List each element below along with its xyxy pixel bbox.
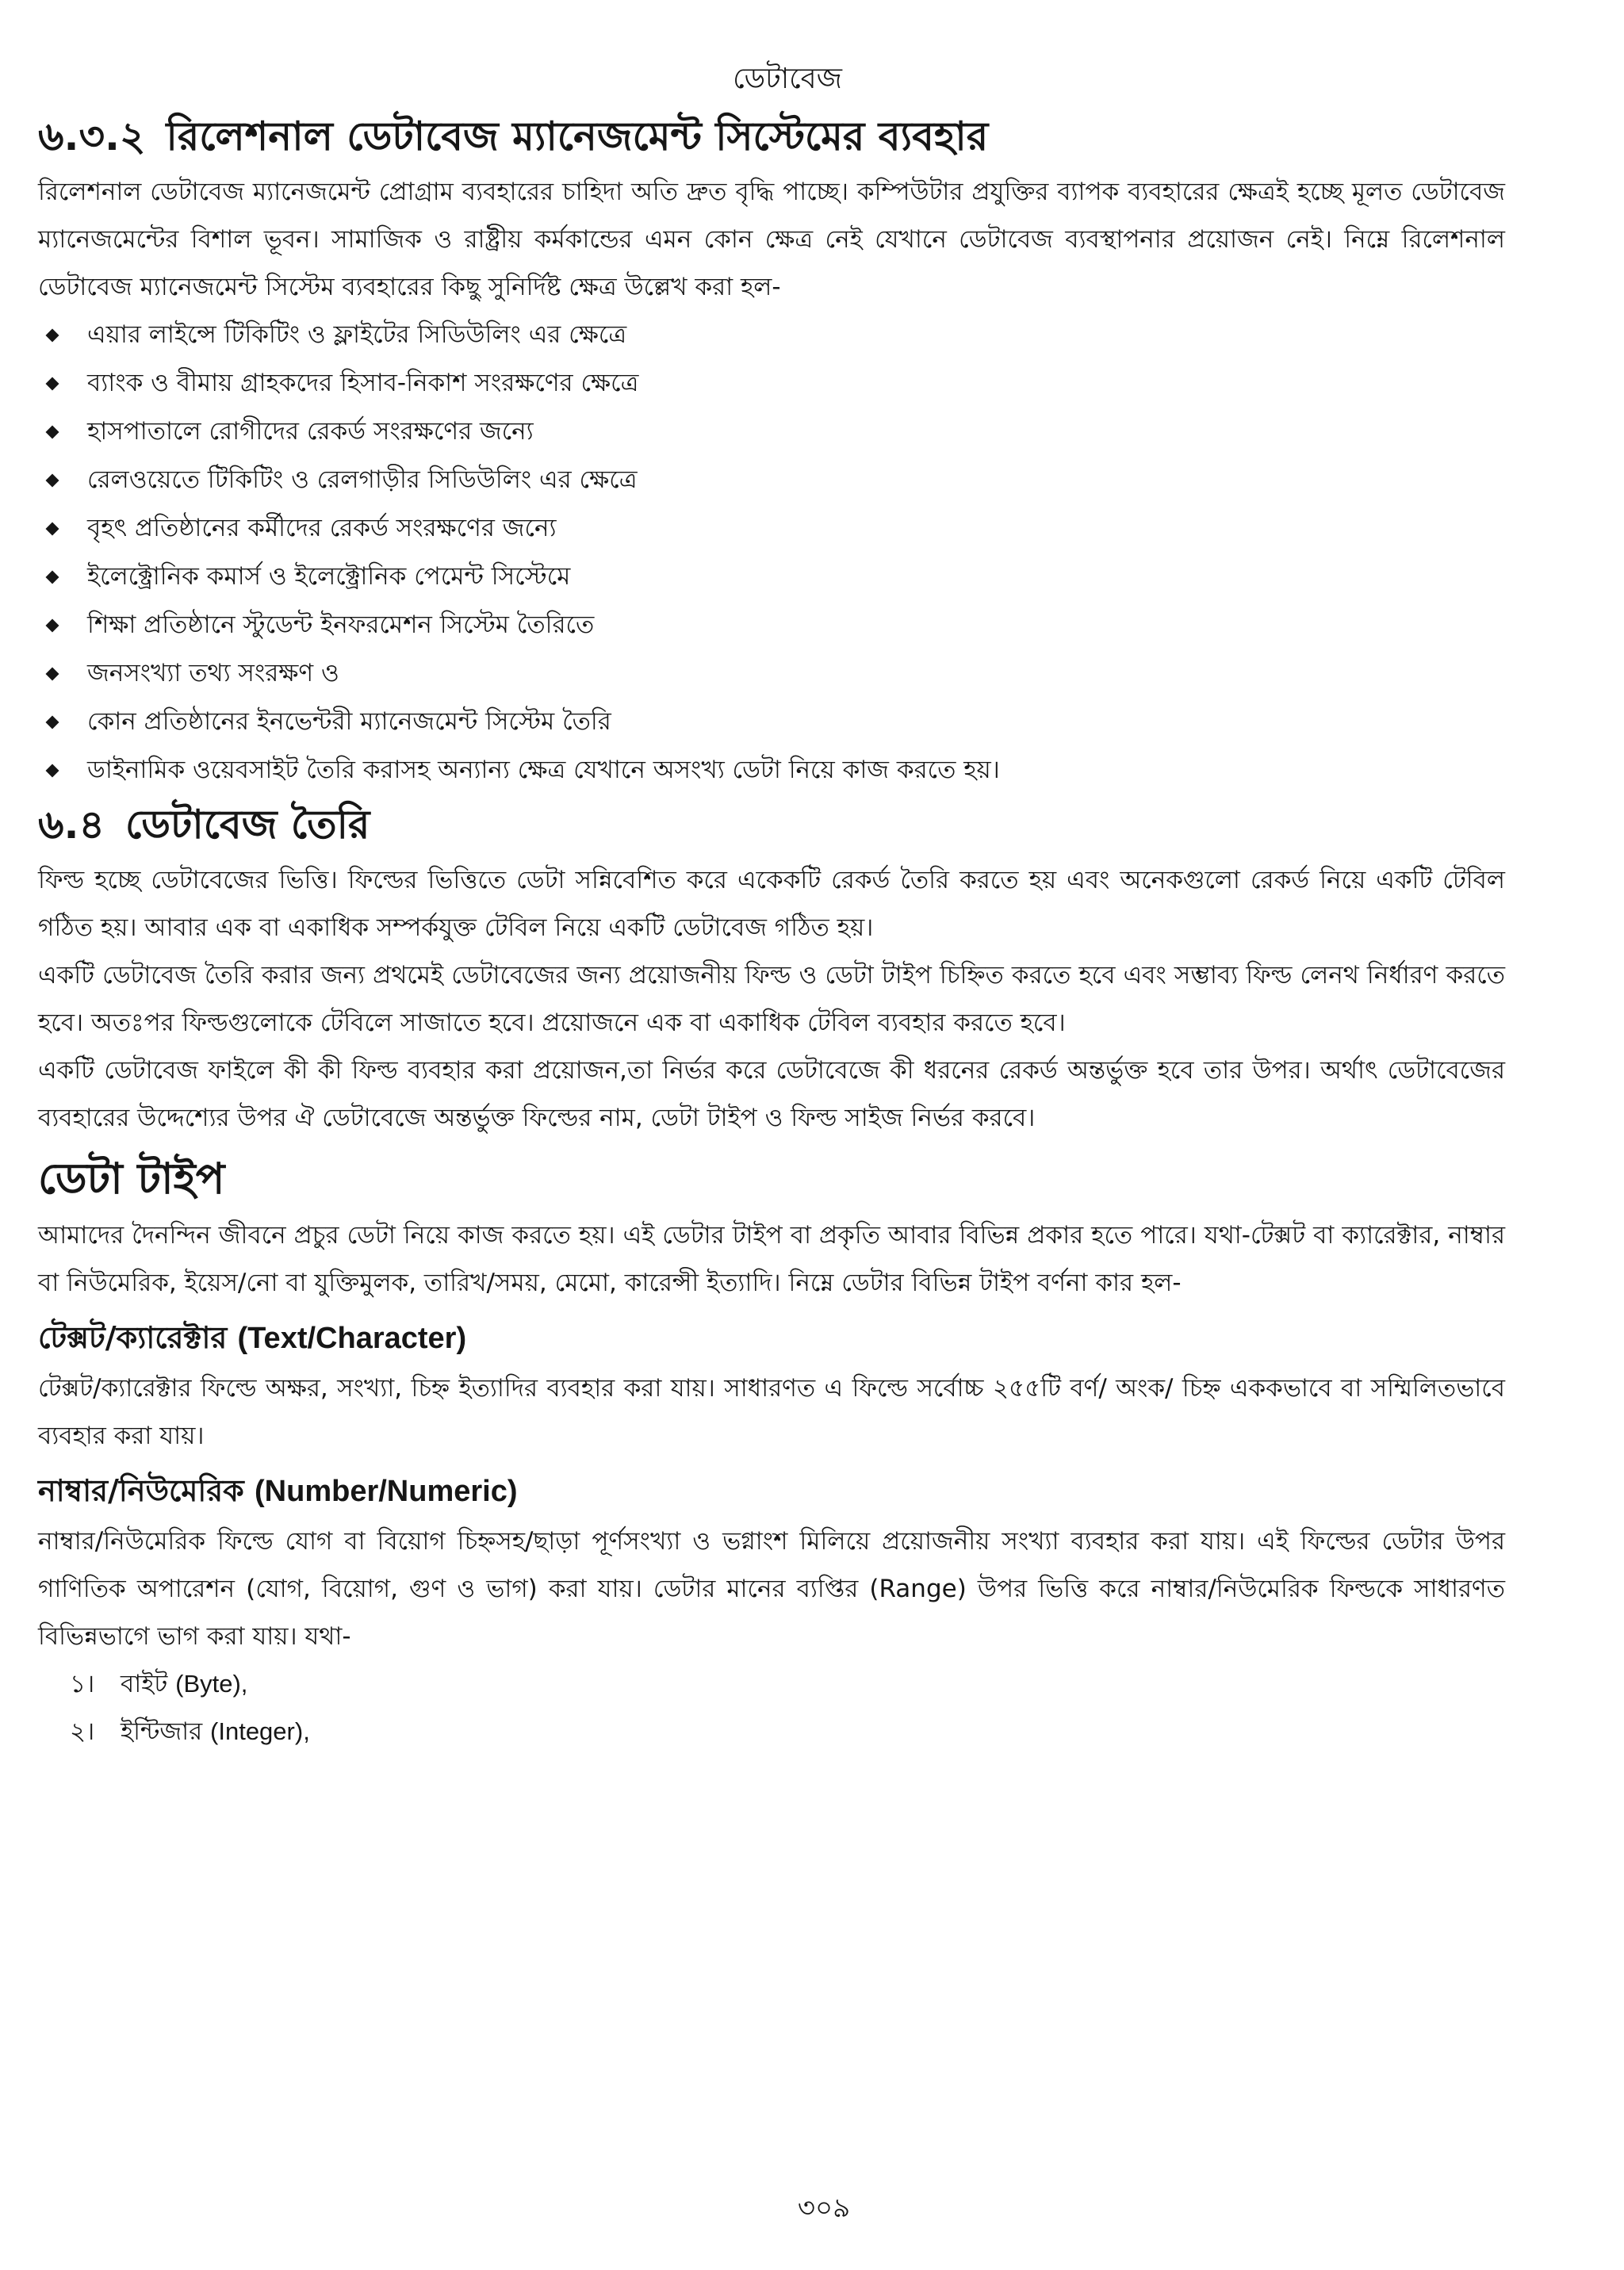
intro-paragraph: রিলেশনাল ডেটাবেজ ম্যানেজমেন্ট প্রোগ্রাম ব্যবহারের চাহিদা অতি দ্রুত বৃদ্ধি পাচ্ছে। কম্পিউটার প্রযুক্তির ব্যাপক ব্যবহারের ক্ষেত্রই হচ্ছে মূলত ডেটাবেজ ম্যানেজমেন্টের বিশাল ভূবন। সামাজিক ও রাষ্ট্রীয় কর্মকান্ডের এমন কোন ক্ষেত্র নেই যেখানে ডেটাবেজ ব্যবস্থাপনার প্রয়োজন নেই। নিম্নে রিলেশনাল ডেটাবেজ ম্যানেজমেন্ট সিস্টেম ব্যবহারের কিছু সুনির্দিষ্ট ক্ষেত্র উল্লেখ করা হল-: [38, 178, 1505, 301]
list-item: [38, 746, 1505, 794]
diamond-bullet-icon: [46, 764, 59, 777]
section-heading-6-3-2: [38, 111, 1505, 162]
list-item: [38, 649, 1505, 698]
diamond-bullet-icon: [46, 618, 59, 632]
diamond-bullet-icon: [46, 328, 59, 342]
list-marker: ১।: [70, 1670, 95, 1698]
heading-bn: নাম্বার/নিউমেরিক: [38, 1473, 244, 1508]
data-type-heading: ডেটা টাইপ: [38, 1154, 225, 1204]
list-item: [38, 601, 1505, 649]
list-item: [38, 504, 1505, 553]
list-item: [38, 456, 1505, 504]
list-item-text: ব্যাংক ও বীমায় গ্রাহকদের হিসাব-নিকাশ সংরক্ষণের ক্ষেত্রে: [87, 369, 639, 397]
heading-bn: টেক্সট/ক্যারেক্টার: [38, 1320, 228, 1355]
diamond-bullet-icon: [46, 570, 59, 584]
list-item-text: হাসপাতালে রোগীদের রেকর্ড সংরক্ষণের জন্যে: [87, 417, 534, 446]
list-item-text: কোন প্রতিষ্ঠানের ইনভেন্টরী ম্যানেজমেন্ট সিস্টেম তৈরি: [87, 707, 611, 736]
list-item: [38, 359, 1505, 408]
list-item-en: (Byte),: [175, 1670, 248, 1698]
number-numeric-heading: [38, 1468, 1505, 1514]
list-item-text: শিক্ষা প্রতিষ্ঠানে স্টুডেন্ট ইনফরমেশন সিস্টেম তৈরিতে: [87, 611, 595, 639]
list-item-en: (Integer),: [210, 1717, 310, 1745]
diamond-bullet-icon: [46, 715, 59, 729]
diamond-bullet-icon: [46, 522, 59, 535]
list-item: [70, 1708, 1505, 1755]
list-item: [38, 311, 1505, 359]
body-paragraph: একটি ডেটাবেজ তৈরি করার জন্য প্রথমেই ডেটাবেজের জন্য প্রয়োজনীয় ফিল্ড ও ডেটা টাইপ চিহ্নিত করতে হবে এবং সম্ভাব্য ফিল্ড লেনথ নির্ধারণ করতে হবে। অতঃপর ফিল্ডগুলোকে টেবিলে সাজাতে হবে। প্রয়োজনে এক বা একাধিক টেবিল ব্যবহার করতে হবে।: [38, 961, 1505, 1037]
list-item-text: বৃহৎ প্রতিষ্ঠানের কর্মীদের রেকর্ড সংরক্ষণের জন্যে: [87, 514, 557, 542]
diamond-bullet-icon: [46, 425, 59, 438]
number-numeric-body: নাম্বার/নিউমেরিক ফিল্ডে যোগ বা বিয়োগ চিহ্নসহ/ছাড়া পূর্ণসংখ্যা ও ভগ্নাংশ মিলিয়ে প্রয়োজনীয় সংখ্যা ব্যবহার করা যায়। এই ফিল্ডের ডেটার উপর গাণিতিক অপারেশন (যোগ, বিয়োগ, গুণ ও ভাগ) করা যায়। ডেটার মানের ব্যপ্তির (Range) উপর ভিত্তি করে নাম্বার/নিউমেরিক ফিল্ডকে সাধারণত বিভিন্নভাগে ভাগ করা যায়। যথা-: [38, 1527, 1505, 1651]
list-item: [70, 1660, 1505, 1708]
diamond-bullet-icon: [46, 377, 59, 390]
section-title: রিলেশনাল ডেটাবেজ ম্যানেজমেন্ট সিস্টেমের ব্যবহার: [166, 113, 989, 159]
diamond-bullet-icon: [46, 473, 59, 487]
list-item: [38, 408, 1505, 456]
text-character-heading: [38, 1315, 1505, 1361]
section-number: ৬.৩.২: [38, 113, 146, 159]
list-marker: ২।: [70, 1717, 95, 1746]
text-character-body: টেক্সট/ক্যারেক্টার ফিল্ডে অক্ষর, সংখ্যা, চিহ্ন ইত্যাদির ব্যবহার করা যায়। সাধারণত এ ফিল্ডে সর্বোচ্চ ২৫৫টি বর্ণ/ অংক/ চিহ্ন এককভাবে বা সম্মিলিতভাবে ব্যবহার করা যায়।: [38, 1374, 1505, 1450]
running-head: ডেটাবেজ: [733, 63, 842, 95]
data-type-intro: আমাদের দৈনন্দিন জীবনে প্রচুর ডেটা নিয়ে কাজ করতে হয়। এই ডেটার টাইপ বা প্রকৃতি আবার বিভিন্ন প্রকার হতে পারে। যথা-টেক্সট বা ক্যারেক্টার, নাম্বার বা নিউমেরিক, ইয়েস/নো বা যুক্তিমুলক, তারিখ/সময়, মেমো, কারেন্সী ইত্যাদি। নিম্নে ডেটার বিভিন্ন টাইপ বর্ণনা কার হল-: [38, 1221, 1505, 1297]
list-item-text: ডাইনামিক ওয়েবসাইট তৈরি করাসহ অন্যান্য ক্ষেত্র যেখানে অসংখ্য ডেটা নিয়ে কাজ করতে হয়।: [87, 756, 1000, 784]
list-item-text: এয়ার লাইন্সে টিকিটিং ও ফ্লাইটের সিডিউলিং এর ক্ষেত্রে: [87, 320, 627, 349]
list-item-label: বাইট: [121, 1670, 168, 1698]
diamond-bullet-icon: [46, 667, 59, 680]
page-number: ৩০৯: [797, 2192, 851, 2224]
heading-en: (Number/Numeric): [255, 1475, 518, 1508]
heading-en: (Text/Character): [237, 1322, 467, 1355]
body-paragraph: একটি ডেটাবেজ ফাইলে কী কী ফিল্ড ব্যবহার করা প্রয়োজন,তা নির্ভর করে ডেটাবেজে কী ধরনের রেকর্ড অন্তর্ভুক্ত হবে তার উপর। অর্থাৎ ডেটাবেজের ব্যবহারের উদ্দেশ্যের উপর ঐ ডেটাবেজে অন্তর্ভুক্ত ফিল্ডের নাম, ডেটা টাইপ ও ফিল্ড সাইজ নির্ভর করবে।: [38, 1056, 1505, 1132]
section-number: ৬.৪: [38, 802, 105, 848]
section-heading-6-4: [38, 799, 1505, 850]
numeric-subtype-list: [38, 1660, 1505, 1755]
section-title: ডেটাবেজ তৈরি: [124, 802, 370, 848]
usage-list: [38, 311, 1505, 794]
list-item-text: ইলেক্ট্রোনিক কমার্স ও ইলেক্ট্রোনিক পেমেন্ট সিস্টেমে: [87, 562, 571, 591]
body-paragraph: ফিল্ড হচ্ছে ডেটাবেজের ভিত্তি। ফিল্ডের ভিত্তিতে ডেটা সন্নিবেশিত করে একেকটি রেকর্ড তৈরি করতে হয় এবং অনেকগুলো রেকর্ড নিয়ে একটি টেবিল গঠিত হয়। আবার এক বা একাধিক সম্পর্কযুক্ত টেবিল নিয়ে একটি ডেটাবেজ গঠিত হয়।: [38, 866, 1505, 942]
list-item-label: ইন্টিজার: [121, 1717, 203, 1746]
list-item: [38, 553, 1505, 601]
list-item-text: জনসংখ্যা তথ্য সংরক্ষণ ও: [87, 659, 339, 687]
list-item-text: রেলওয়েতে টিকিটিং ও রেলগাড়ীর সিডিউলিং এর ক্ষেত্রে: [87, 465, 638, 494]
list-item: [38, 698, 1505, 746]
